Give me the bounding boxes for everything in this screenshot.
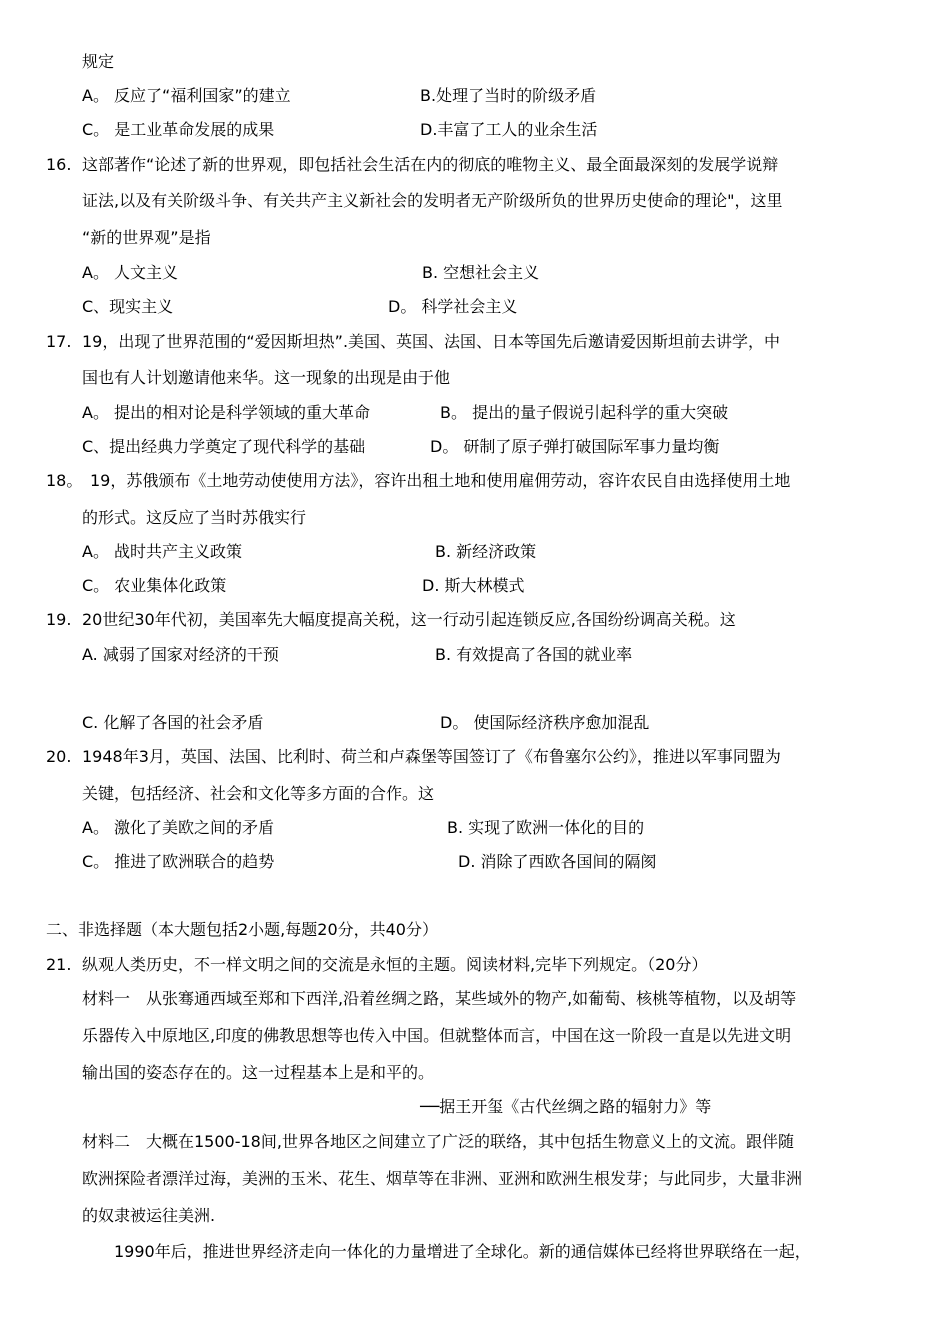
q16-line-3: “新的世界观”是指 bbox=[82, 228, 211, 247]
q21-material1-line-2: 乐器传入中原地区,印度的佛教思想等也传入中国。但就整体而言，中国在这一阶段一直是以先进文明 bbox=[82, 1026, 792, 1045]
q19-number: 19. bbox=[46, 610, 72, 629]
q19-option-a: A. 减弱了国家对经济的干预 bbox=[82, 645, 279, 664]
q20-line-1: 1948年3月，英国、法国、比利时、荷兰和卢森堡等国签订了《布鲁塞尔公约》，推进以军事同盟为 bbox=[82, 747, 781, 766]
q17-line-1: 19，出现了世界范围的“爱因斯坦热”.美国、英国、法国、日本等国先后邀请爱因斯坦前去讲学，中 bbox=[82, 332, 781, 351]
q21-paragraph-3: 1990年后，推进世界经济走向一体化的力量增进了全球化。新的通信媒体已经将世界联络在一起， bbox=[114, 1242, 811, 1261]
q19-option-c: C. 化解了各国的社会矛盾 bbox=[82, 713, 264, 732]
q17-option-c: C、提出经典力学奠定了现代科学的基础 bbox=[82, 437, 366, 456]
q17-option-b: B。 提出的量子假说引起科学的重大突破 bbox=[440, 403, 729, 422]
q18-option-a: A。 战时共产主义政策 bbox=[82, 542, 243, 561]
q19-option-d: D。 使国际经济秩序愈加混乱 bbox=[440, 713, 650, 732]
q16-option-d: D。 科学社会主义 bbox=[388, 297, 518, 316]
q15-option-a: A。 反应了“福利国家”的建立 bbox=[82, 86, 291, 105]
section-2-heading: 二、非选择题（本大题包括2小题,每题20分，共40分） bbox=[46, 920, 438, 939]
q20-number: 20. bbox=[46, 747, 72, 766]
q21-material1-line-3: 输出国的姿态存在的。这一过程基本上是和平的。 bbox=[82, 1063, 435, 1082]
q21-number: 21. bbox=[46, 955, 72, 974]
q18-number: 18。 bbox=[46, 471, 83, 490]
q17-number: 17. bbox=[46, 332, 72, 351]
q18-option-b: B. 新经济政策 bbox=[435, 542, 537, 561]
q17-line-2: 国也有人计划邀请他来华。这一现象的出现是由于他 bbox=[82, 368, 451, 387]
q20-option-d: D. 消除了西欧各国间的隔阂 bbox=[458, 852, 657, 871]
q21-material2-line-3: 的奴隶被运往美洲. bbox=[82, 1206, 216, 1225]
q20-option-b: B. 实现了欧洲一体化的目的 bbox=[447, 818, 645, 837]
q16-line-1: 这部著作“论述了新的世界观，即包括社会生活在内的彻底的唯物主义、最全面最深刻的发展学说辩 bbox=[82, 155, 779, 174]
q16-number: 16. bbox=[46, 155, 72, 174]
q19-line-1: 20世纪30年代初，美国率先大幅度提高关税，这一行动引起连锁反应,各国纷纷调高关税。这 bbox=[82, 610, 736, 629]
q16-option-b: B. 空想社会主义 bbox=[422, 263, 540, 282]
q16-option-a: A。 人文主义 bbox=[82, 263, 179, 282]
q21-material1-source: ──据王开玺《古代丝绸之路的辐射力》等 bbox=[420, 1097, 712, 1116]
q17-option-a: A。 提出的相对论是科学领域的重大革命 bbox=[82, 403, 371, 422]
q15-option-d: D.丰富了工人的业余生活 bbox=[420, 120, 598, 139]
q20-option-c: C。 推进了欧洲联合的趋势 bbox=[82, 852, 275, 871]
q15-option-b: B.处理了当时的阶级矛盾 bbox=[420, 86, 597, 105]
q21-material2-line-2: 欧洲探险者漂洋过海，美洲的玉米、花生、烟草等在非洲、亚洲和欧洲生根发芽；与此同步，大量非洲 bbox=[82, 1169, 803, 1188]
q20-option-a: A。 激化了美欧之间的矛盾 bbox=[82, 818, 275, 837]
q18-option-d: D. 斯大林模式 bbox=[422, 576, 525, 595]
q15-option-c: C。 是工业革命发展的成果 bbox=[82, 120, 275, 139]
q18-line-2: 的形式。这反应了当时苏俄实行 bbox=[82, 508, 307, 527]
q21-material2-line-1: 材料二 大概在1500-18间,世界各地区之间建立了广泛的联络，其中包括生物意义上的文流。跟伴随 bbox=[82, 1132, 794, 1151]
q15-stem-tail: 规定 bbox=[82, 52, 115, 71]
q21-material1-line-1: 材料一 从张骞通西域至郑和下西洋,沿着丝绸之路，某些域外的物产,如葡萄、核桃等植物，以及胡等 bbox=[82, 989, 797, 1008]
q17-option-d: D。 研制了原子弹打破国际军事力量均衡 bbox=[430, 437, 720, 456]
q20-line-2: 关键，包括经济、社会和文化等多方面的合作。这 bbox=[82, 784, 435, 803]
q21-stem: 纵观人类历史，不一样文明之间的交流是永恒的主题。阅读材料,完毕下列规定。（20分） bbox=[82, 955, 708, 974]
q16-line-2: 证法,以及有关阶级斗争、有关共产主义新社会的发明者无产阶级所负的世界历史使命的理论"，这里 bbox=[82, 191, 783, 210]
q19-option-b: B. 有效提高了各国的就业率 bbox=[435, 645, 633, 664]
q18-option-c: C。 农业集体化政策 bbox=[82, 576, 227, 595]
q18-line-1: 19，苏俄颁布《土地劳动使使用方法》，容许出租土地和使用雇佣劳动，容许农民自由选择使用土地 bbox=[90, 471, 791, 490]
q16-option-c: C、现实主义 bbox=[82, 297, 174, 316]
